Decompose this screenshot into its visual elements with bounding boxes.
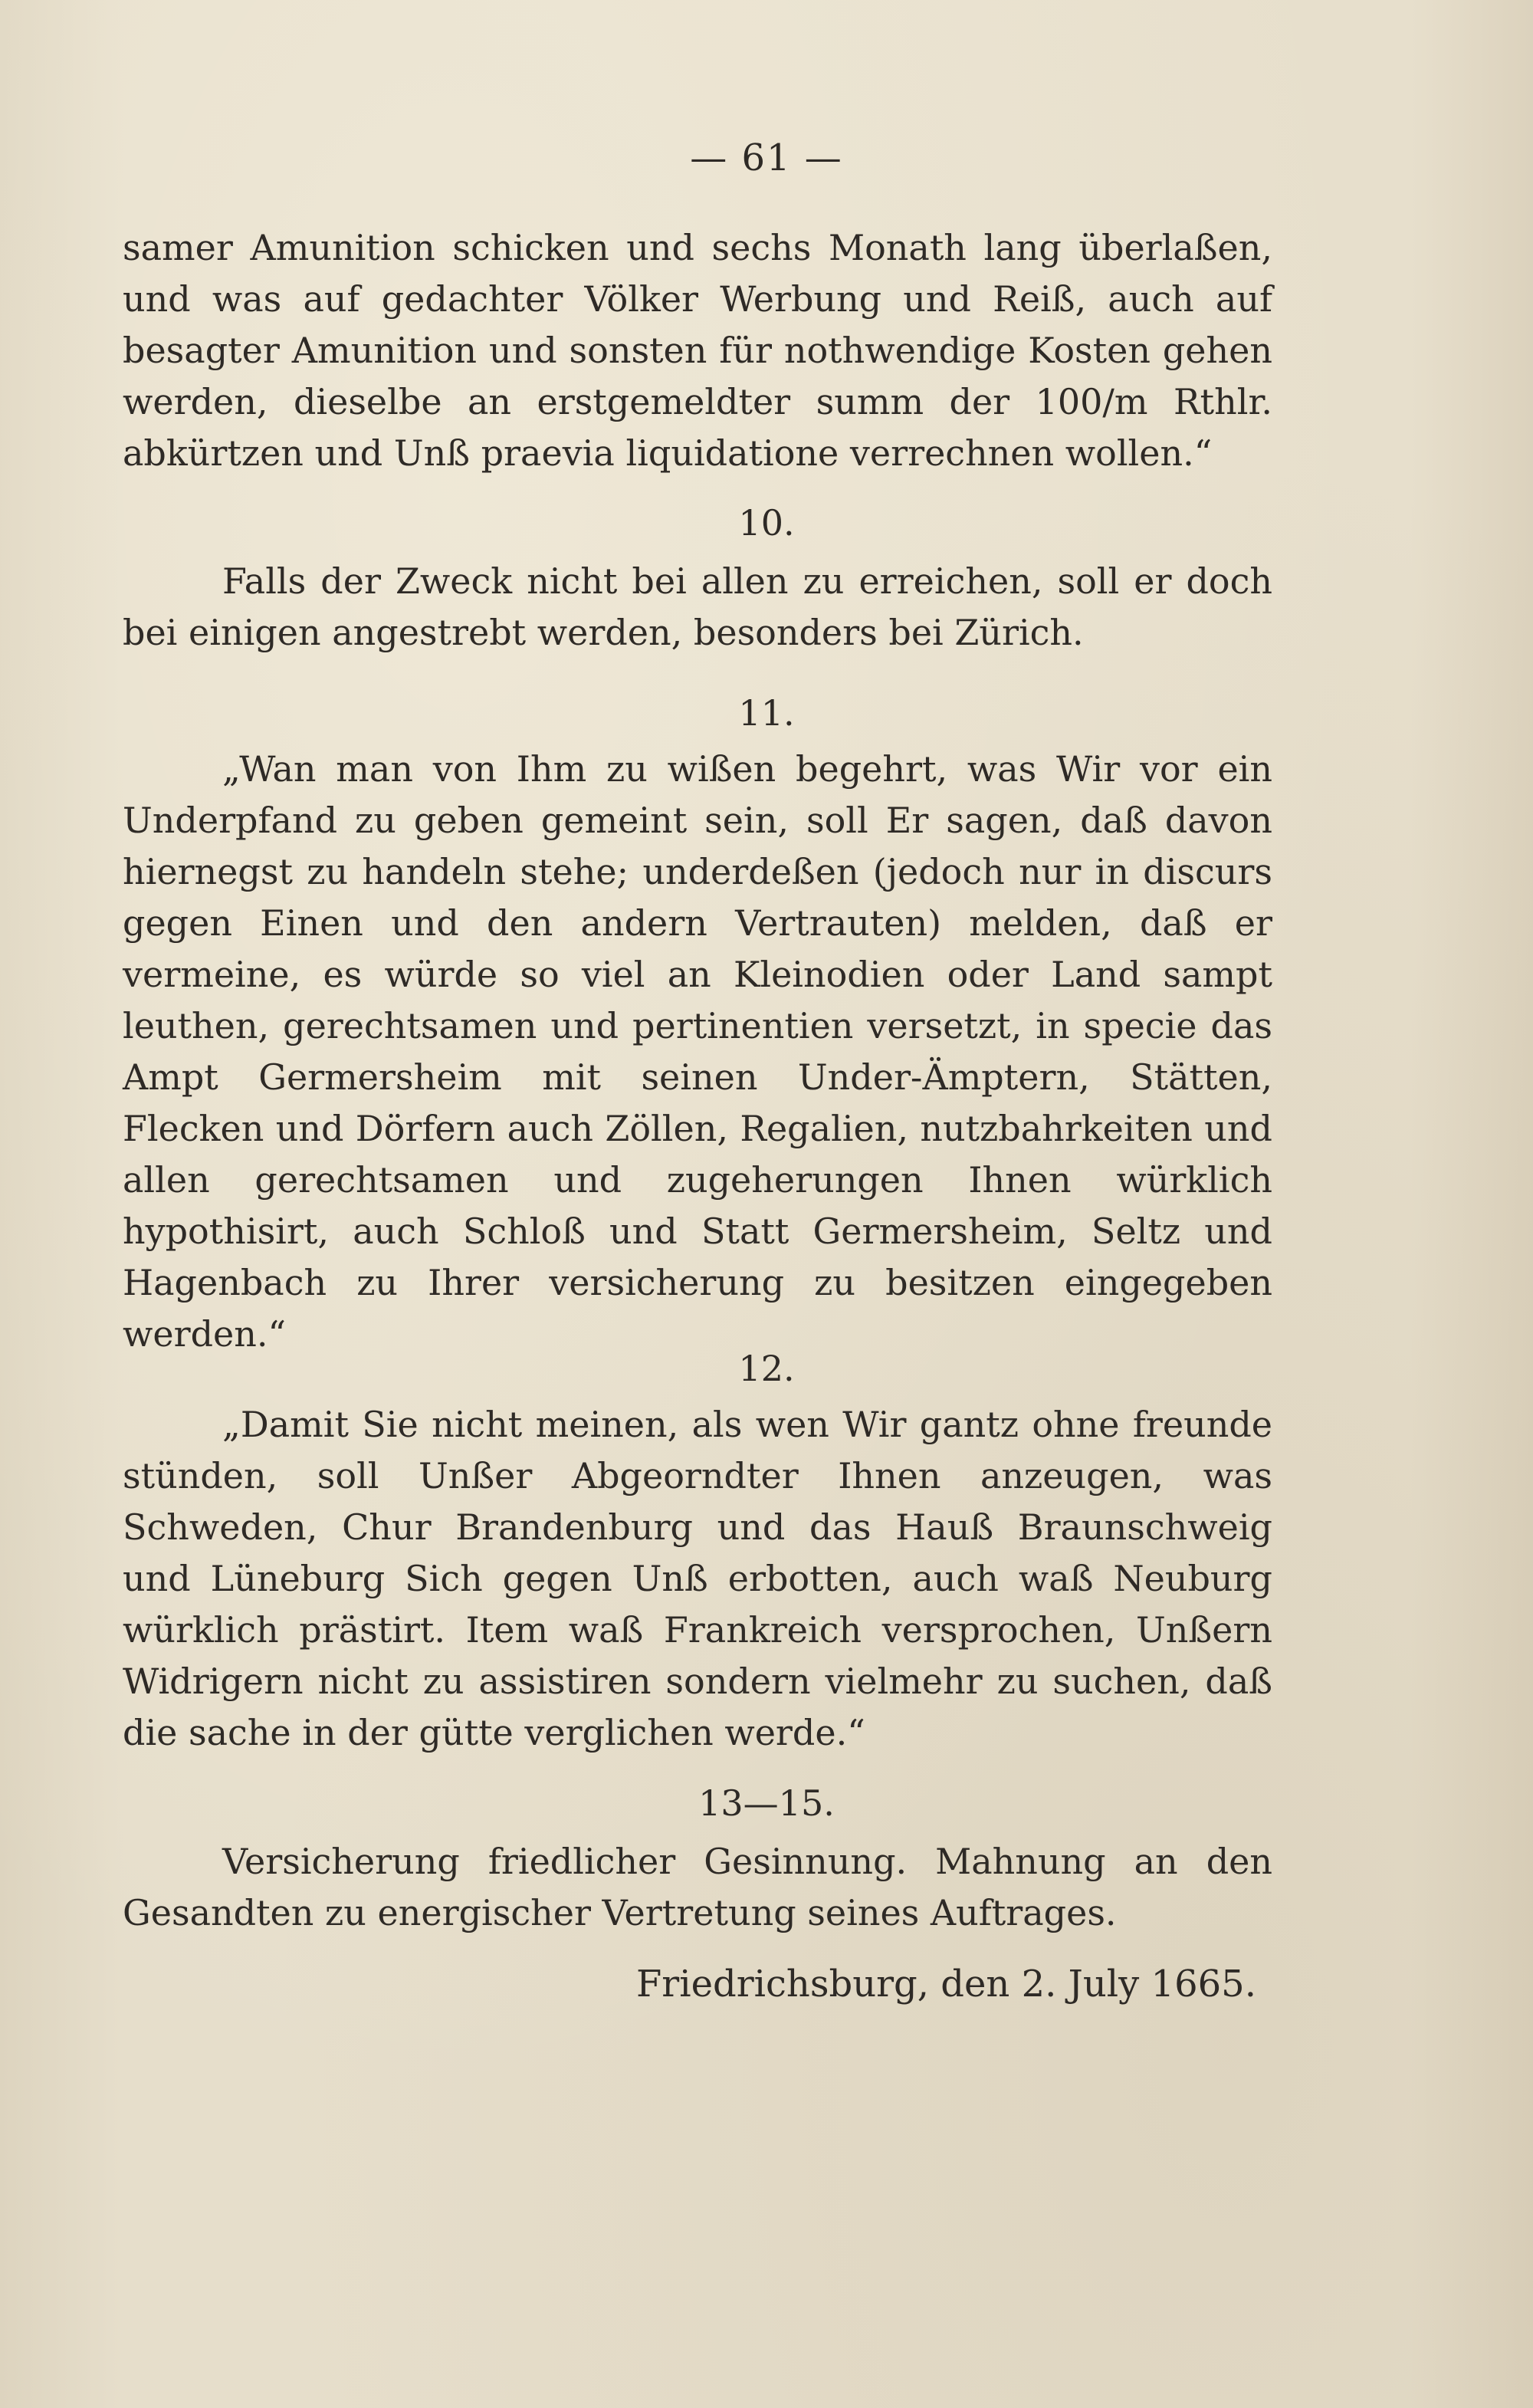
paragraph: „Damit Sie nicht meinen, als wen Wir gantz ohne freunde stünden, soll Unßer Abgeorndter Ihnen anzeugen, was Schweden, Chur Brandenburg und das Hauß Braunschweig und Lüneburg Sich gegen Unß erbotten, auch waß Neuburg würklich prästirt. Item waß Frankreich versprochen, Unßern Widrigern nicht zu assistiren sondern vielmehr zu suchen, daß die sache in der gütte verglichen werde.“ (123, 1404, 1272, 1753)
section-continuation (123, 222, 1272, 479)
section-10 (123, 556, 1272, 659)
closing-date-line: Friedrichsburg, den 2. July 1665. (636, 1963, 1256, 2006)
section-number: 12. (738, 1348, 795, 1389)
section-13-15 (123, 1836, 1272, 1939)
page-number: — 61 — (690, 136, 843, 179)
section-number: 10. (738, 502, 795, 544)
section-number: 13—15. (698, 1782, 835, 1824)
section-11 (123, 744, 1272, 1360)
paragraph: „Wan man von Ihm zu wißen begehrt, was Wir vor ein Underpfand zu geben gemeint sein, soll Er sagen, daß davon hiernegst zu handeln stehe; underdeßen (jedoch nur in discurs gegen Einen und den andern Vertrauten) melden, daß er vermeine, es würde so viel an Kleinodien oder Land sampt leuthen, gerechtsamen und pertinentien versetzt, in specie das Ampt Germersheim mit seinen Under-Ämptern, Stätten, Flecken und Dörfern auch Zöllen, Regalien, nutzbahrkeiten und allen gerechtsamen und zugeherungen Ihnen würklich hypothisirt, auch Schloß und Statt Germersheim, Seltz und Hagenbach zu Ihrer versicherung zu besitzen eingegeben werden.“ (123, 748, 1272, 1355)
section-number: 11. (738, 692, 795, 734)
paragraph: samer Amunition schicken und sechs Monath lang überlaßen, und was auf gedachter Völker Werbung und Reiß, auch auf besagter Amunition und sonsten für nothwendige Kosten gehen werden, dieselbe an erstgemeldter summ der 100/m Rthlr. abkürtzen und Unß praevia liquidatione verrechnen wollen.“ (123, 227, 1272, 474)
paragraph: Falls der Zweck nicht bei allen zu erreichen, soll er doch bei einigen angestrebt werden, besonders bei Zürich. (123, 560, 1272, 653)
paragraph: Versicherung friedlicher Gesinnung. Mahnung an den Gesandten zu energischer Vertretung seines Auftrages. (123, 1841, 1272, 1933)
section-12 (123, 1399, 1272, 1759)
